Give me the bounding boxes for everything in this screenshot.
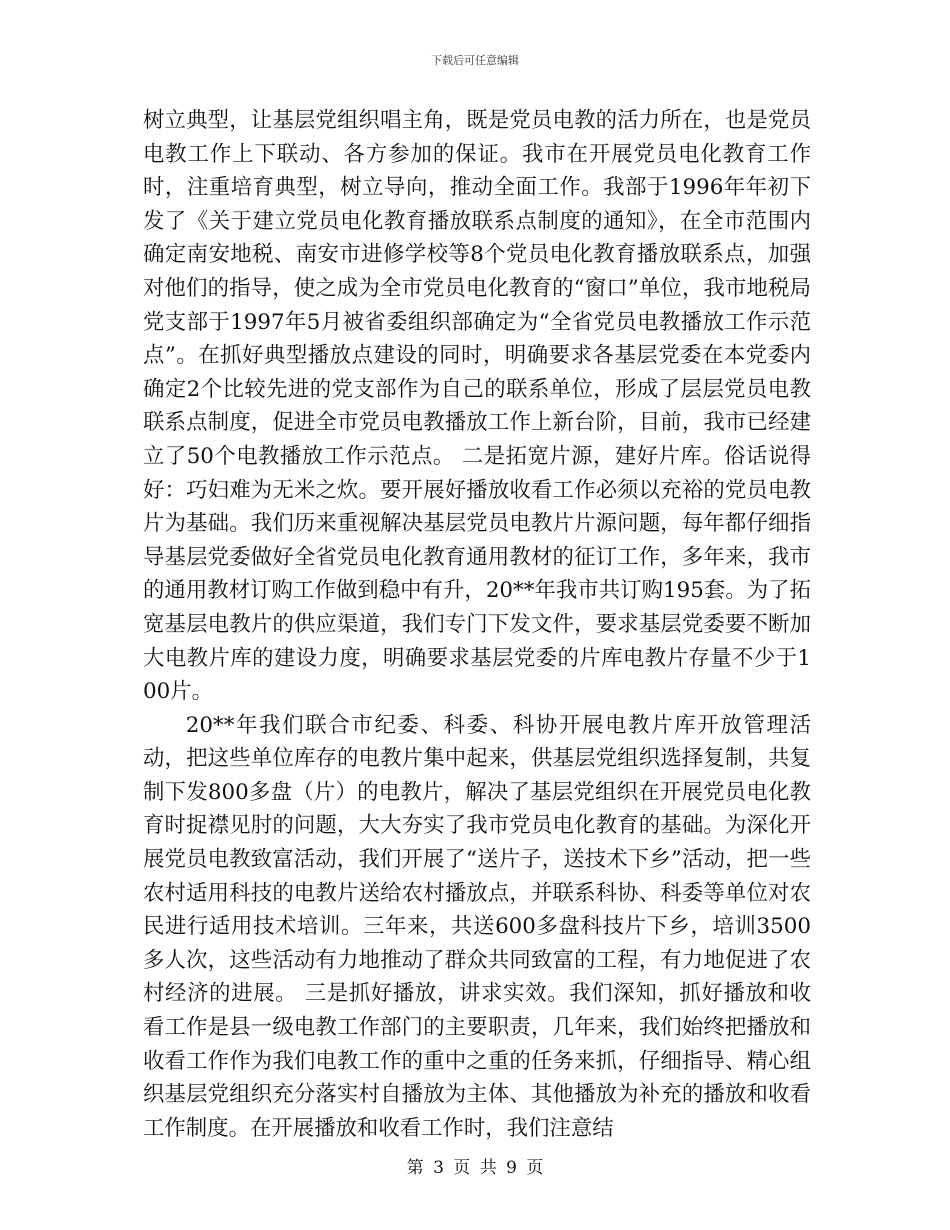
page-header-note: 下载后可任意编辑 xyxy=(431,54,519,67)
paragraph-1: 树立典型，让基层党组织唱主角，既是党员电教的活力所在，也是党员电教工作上下联动、各方参加的保证。我市在开展党员电化教育工作时，注重培育典型，树立导向，推动全面工作。我部于1996年年初下发了《关于建立党员电化教育播放联系点制度的通知》，在全市范围内确定南安地税、南安市进修学校等8个党员电化教育播放联系点，加强对他们的指导，使之成为全市党员电化教育的“窗口”单位，我市地税局党支部于1997年5月被省委组织部确定为“全省党员电教播放工作示范点”。在抓好典型播放点建设的同时，明确要求各基层党委在本党委内确定2个比较先进的党支部作为自己的联系单位，形成了层层党员电教联系点制度，促进全市党员电教播放工作上新台阶，目前，我市已经建立了50个电教播放工作示范点。 二是拓宽片源，建好片库。俗话说得好：巧妇难为无米之炊。要开展好播放收看工作必须以充裕的党员电教片为基础。我们历来重视解决基层党员电教片片源问题，每年都仔细指导基层党委做好全省党员电化教育通用教材的征订工作，多年来，我市的通用教材订购工作做到稳中有升，20**年我市共订购195套。为了拓宽基层电教片的供应渠道，我们专门下发文件，要求基层党委要不断加大电教片库的建设力度，明确要求基层党委的片库电教片存量不少于100片。 xyxy=(143,108,811,705)
document-body xyxy=(143,104,811,1145)
page-number: 第 3 页 共 9 页 xyxy=(406,1158,544,1178)
paragraph-2: 20**年我们联合市纪委、科委、科协开展电教片库开放管理活动，把这些单位库存的电教片集中起来，供基层党组织选择复制，共复制下发800多盘（片）的电教片，解决了基层党组织在开展党员电化教育时捉襟见肘的问题，大大夯实了我市党员电化教育的基础。为深化开展党员电教致富活动，我们开展了“送片子，送技术下乡”活动，把一些农村适用科技的电教片送给农村播放点，并联系科协、科委等单位对农民进行适用技术培训。三年来，共送600多盘科技片下乡，培训3500多人次，这些活动有力地推动了群众共同致富的工程，有力地促进了农村经济的进展。 三是抓好播放，讲求实效。我们深知，抓好播放和收看工作是县一级电教工作部门的主要职责，几年来，我们始终把播放和收看工作作为我们电教工作的重中之重的任务来抓，仔细指导、精心组织基层党组织充分落实村自播放为主体、其他播放为补充的播放和收看工作制度。在开展播放和收看工作时，我们注意结 xyxy=(143,712,811,1141)
